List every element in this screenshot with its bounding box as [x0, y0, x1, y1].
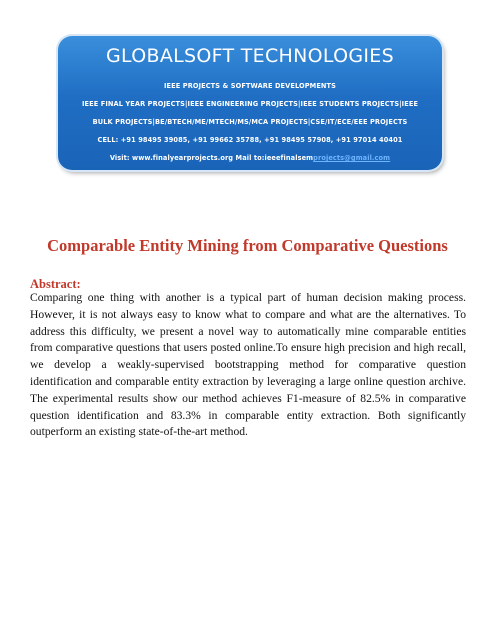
email-link[interactable]: projects@gmail.com: [313, 154, 391, 162]
company-name: GLOBALSOFT TECHNOLOGIES: [106, 45, 394, 67]
header-visit-mail: Visit: www.finalyearprojects.org Mail to:ieeefinalsem: [109, 154, 314, 162]
company-header-banner: [58, 36, 442, 170]
abstract-text: Comparing one thing with another is a typical part of human decision making process. However, it is not always easy to know what to compare and what are the alternatives. To address this difficulty, we present a novel way to automatically mine comparable entities from comparative questions that users posted online.To ensure high precision and high recall, we develop a weakly-supervised bootstrapping method for comparative question identification and comparable entity extraction by leveraging a large online question archive. The experimental results show our method achieves F1-measure of 82.5% in comparative question identification and 83.3% in comparable entity extraction. Both significantly outperform an existing state-of-the-art method.: [30, 291, 466, 439]
header-projects-line: IEEE FINAL YEAR PROJECTS|IEEE ENGINEERING PROJECTS|IEEE STUDENTS PROJECTS|IEEE: [81, 100, 419, 108]
header-phone-numbers: CELL: +91 98495 39085, +91 99662 35788, +91 98495 57908, +91 97014 40401: [97, 136, 403, 144]
paper-title: Comparable Entity Mining from Comparative Questions: [47, 236, 448, 255]
abstract-heading: Abstract:: [30, 277, 81, 291]
header-degree-projects-line: BULK PROJECTS|BE/BTECH/ME/MTECH/MS/MCA PROJECTS|CSE/IT/ECE/EEE PROJECTS: [92, 118, 408, 126]
header-tagline: IEEE PROJECTS & SOFTWARE DEVELOPMENTS: [164, 82, 336, 90]
header-contact-line: [58, 154, 442, 162]
